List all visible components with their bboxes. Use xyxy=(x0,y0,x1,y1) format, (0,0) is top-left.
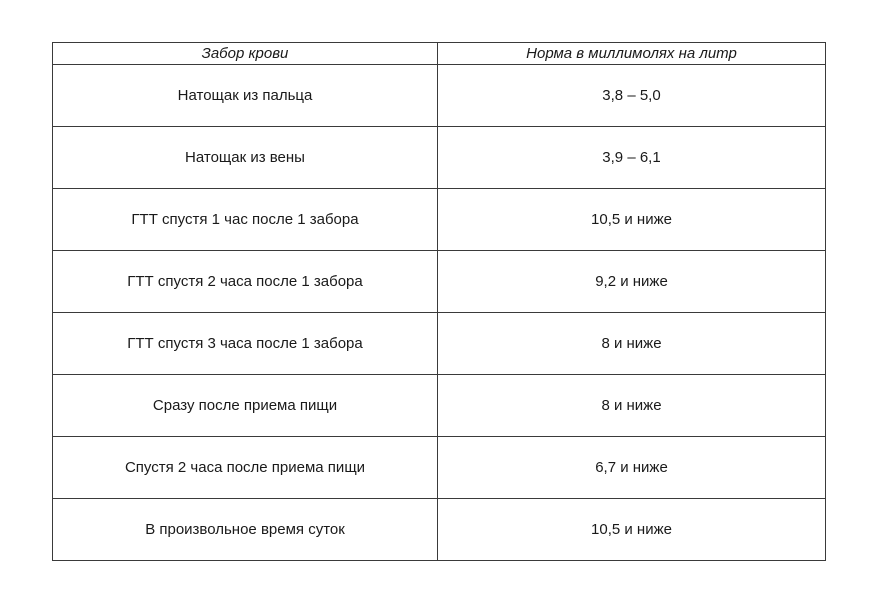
table-header-row xyxy=(53,43,826,65)
cell-sampling: ГТТ спустя 1 час после 1 забора xyxy=(53,189,438,251)
header-blood-sampling: Забор крови xyxy=(53,43,438,65)
table-row xyxy=(53,313,826,375)
table-row xyxy=(53,65,826,127)
table-row xyxy=(53,189,826,251)
table-row xyxy=(53,127,826,189)
table-row xyxy=(53,375,826,437)
table-row xyxy=(53,251,826,313)
cell-norm: 10,5 и ниже xyxy=(438,499,826,561)
cell-norm: 3,8 – 5,0 xyxy=(438,65,826,127)
cell-norm: 8 и ниже xyxy=(438,375,826,437)
table-row xyxy=(53,499,826,561)
table-row xyxy=(53,437,826,499)
cell-sampling: Натощак из вены xyxy=(53,127,438,189)
cell-sampling: Спустя 2 часа после приема пищи xyxy=(53,437,438,499)
glucose-norms-table xyxy=(52,42,826,561)
cell-sampling: ГТТ спустя 2 часа после 1 забора xyxy=(53,251,438,313)
cell-norm: 3,9 – 6,1 xyxy=(438,127,826,189)
header-norm: Норма в миллимолях на литр xyxy=(438,43,826,65)
cell-norm: 9,2 и ниже xyxy=(438,251,826,313)
cell-norm: 6,7 и ниже xyxy=(438,437,826,499)
cell-sampling: Натощак из пальца xyxy=(53,65,438,127)
cell-norm: 10,5 и ниже xyxy=(438,189,826,251)
cell-norm: 8 и ниже xyxy=(438,313,826,375)
cell-sampling: Сразу после приема пищи xyxy=(53,375,438,437)
cell-sampling: ГТТ спустя 3 часа после 1 забора xyxy=(53,313,438,375)
cell-sampling: В произвольное время суток xyxy=(53,499,438,561)
